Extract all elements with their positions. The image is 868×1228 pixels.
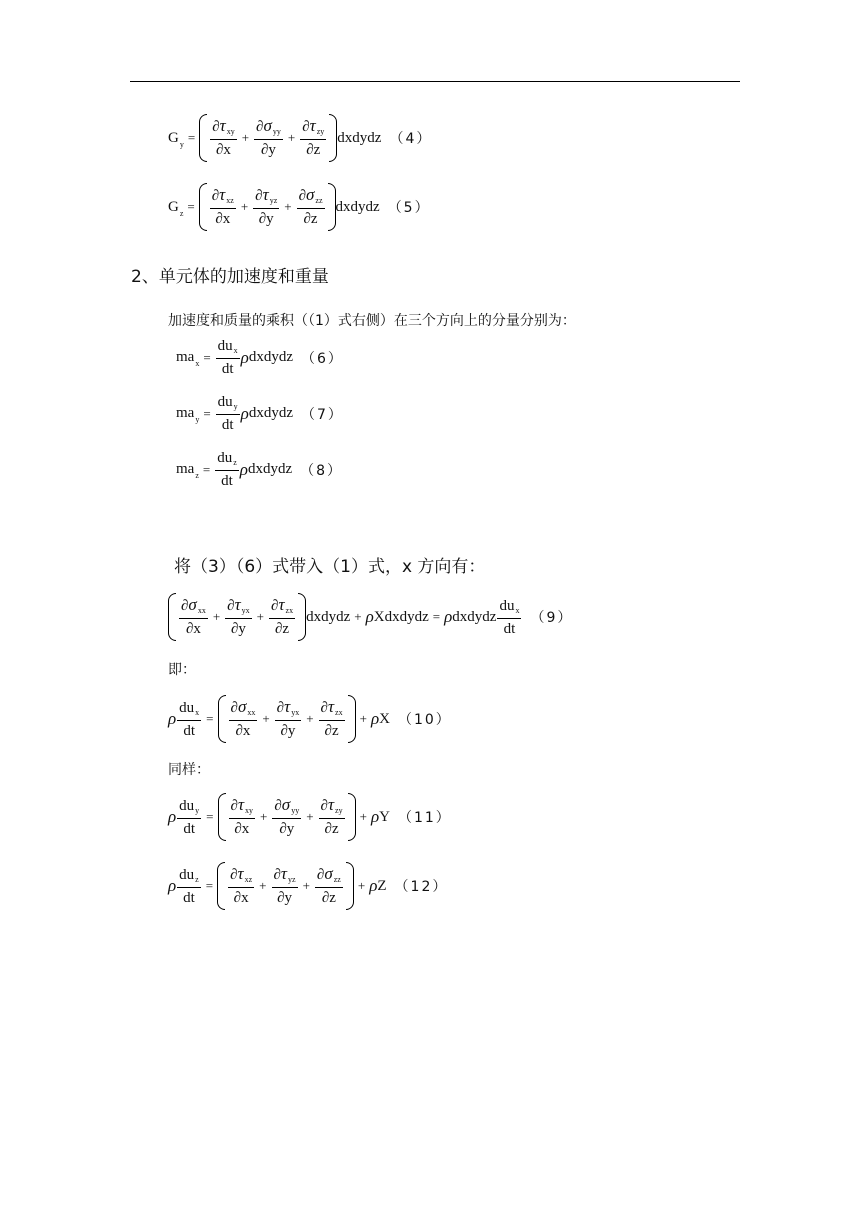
that-is-text: 即：: [168, 662, 196, 678]
equation-4: G y = ∂ τ xy ∂x + ∂ σ yy ∂y + ∂ τ zy ∂z dxdydz （4）: [168, 114, 432, 162]
right-paren: [346, 862, 354, 910]
fraction: ∂ τ yz ∂y: [255, 185, 278, 227]
fraction: ∂ τ xy ∂x: [212, 116, 235, 158]
fraction: ∂ σ yy ∂y: [274, 795, 300, 837]
fraction: du x dt: [179, 699, 200, 739]
eq5-volume: dxdydz: [335, 198, 380, 215]
equation-5: G z = ∂ τ xz ∂x + ∂ τ yz ∂y + ∂ σ zz ∂z dxdydz （5）: [168, 183, 431, 231]
equation-10: ρ du x dt = ∂ σ xx ∂x + ∂ τ yx ∂y + ∂ τ zx ∂z + ρ X （10）: [168, 695, 452, 743]
fraction: ∂ τ zx ∂z: [271, 595, 294, 637]
equation-11: ρ du y dt = ∂ τ xy ∂x + ∂ σ yy ∂y + ∂ τ zy ∂z + ρ Y （11）: [168, 793, 452, 841]
left-paren: [199, 114, 207, 162]
intro-text: 加速度和质量的乘积（（1）式右侧）在三个方向上的分量分别为：: [168, 313, 576, 329]
fraction: ∂ τ xz ∂x: [211, 185, 234, 227]
eq10-tag: （10）: [397, 712, 452, 728]
section-heading: 2、单元体的加速度和重量: [131, 267, 329, 287]
left-paren: [168, 593, 176, 641]
equation-7: ma y = du y dt ρ dxdydz （7）: [176, 394, 344, 433]
equals-sign: =: [187, 130, 196, 145]
fraction: ∂ τ xy ∂x: [230, 795, 254, 837]
eq8-tag: （8）: [300, 462, 344, 479]
eq5-tag: （5）: [387, 200, 431, 216]
eq5-lhs: G: [168, 198, 179, 215]
eq7-tag: （7）: [301, 406, 344, 423]
left-paren: [199, 183, 207, 231]
eq4-lhs: G: [168, 129, 179, 146]
right-paren: [348, 793, 356, 841]
right-paren: [298, 593, 306, 641]
fraction: du y dt: [217, 394, 238, 433]
equation-6: ma x = du x dt ρ dxdydz （6）: [176, 338, 344, 377]
eq4-tag: （4）: [389, 131, 433, 147]
fraction: du x dt: [499, 597, 520, 637]
fraction: ∂ σ xx ∂x: [181, 595, 206, 637]
fraction: ∂ τ yz ∂y: [273, 864, 296, 906]
likewise-text: 同样：: [168, 762, 210, 778]
equation-8: ma z = du z dt ρ dxdydz （8）: [176, 450, 344, 489]
fraction: ∂ σ zz ∂z: [298, 185, 323, 227]
eq6-tag: （6）: [301, 350, 344, 367]
fraction: du z dt: [217, 450, 237, 489]
fraction: ∂ σ xx ∂x: [230, 697, 256, 739]
fraction: ∂ τ yx ∂y: [227, 595, 250, 637]
fraction: du x dt: [217, 338, 238, 377]
fraction: ∂ τ yx ∂y: [276, 697, 300, 739]
header-rule: [130, 81, 740, 82]
left-paren: [218, 695, 226, 743]
equation-9: ∂ σ xx ∂x + ∂ τ yx ∂y + ∂ τ zx ∂z dxdydz + ρ Xdxdydz = ρ dxdydz du x dt （9）: [168, 593, 573, 641]
eq9-tag: （9）: [530, 610, 574, 626]
left-paren: [217, 862, 225, 910]
fraction: ∂ σ zz ∂z: [316, 864, 341, 906]
fraction: ∂ τ xz ∂x: [230, 864, 253, 906]
fraction: ∂ σ yy ∂y: [256, 116, 281, 158]
eq5-lhs-sub: z: [179, 208, 184, 218]
fraction: du z dt: [179, 866, 199, 906]
eq11-tag: （11）: [397, 810, 452, 826]
right-paren: [328, 183, 336, 231]
eq4-volume: dxdydz: [337, 129, 382, 146]
eq4-lhs-sub: y: [179, 139, 184, 149]
fraction: ∂ τ zy ∂z: [302, 116, 325, 158]
right-paren: [348, 695, 356, 743]
fraction: du y dt: [179, 797, 200, 837]
fraction: ∂ τ zy ∂z: [320, 795, 343, 837]
left-paren: [218, 793, 226, 841]
fraction: ∂ τ zx ∂z: [320, 697, 343, 739]
eq12-tag: （12）: [394, 879, 449, 895]
right-paren: [329, 114, 337, 162]
substitute-text: 将（3）（6）式带入（1）式，x 方向有：: [174, 557, 486, 577]
equation-12: ρ du z dt = ∂ τ xz ∂x + ∂ τ yz ∂y + ∂ σ zz ∂z + ρ Z （12）: [168, 862, 448, 910]
